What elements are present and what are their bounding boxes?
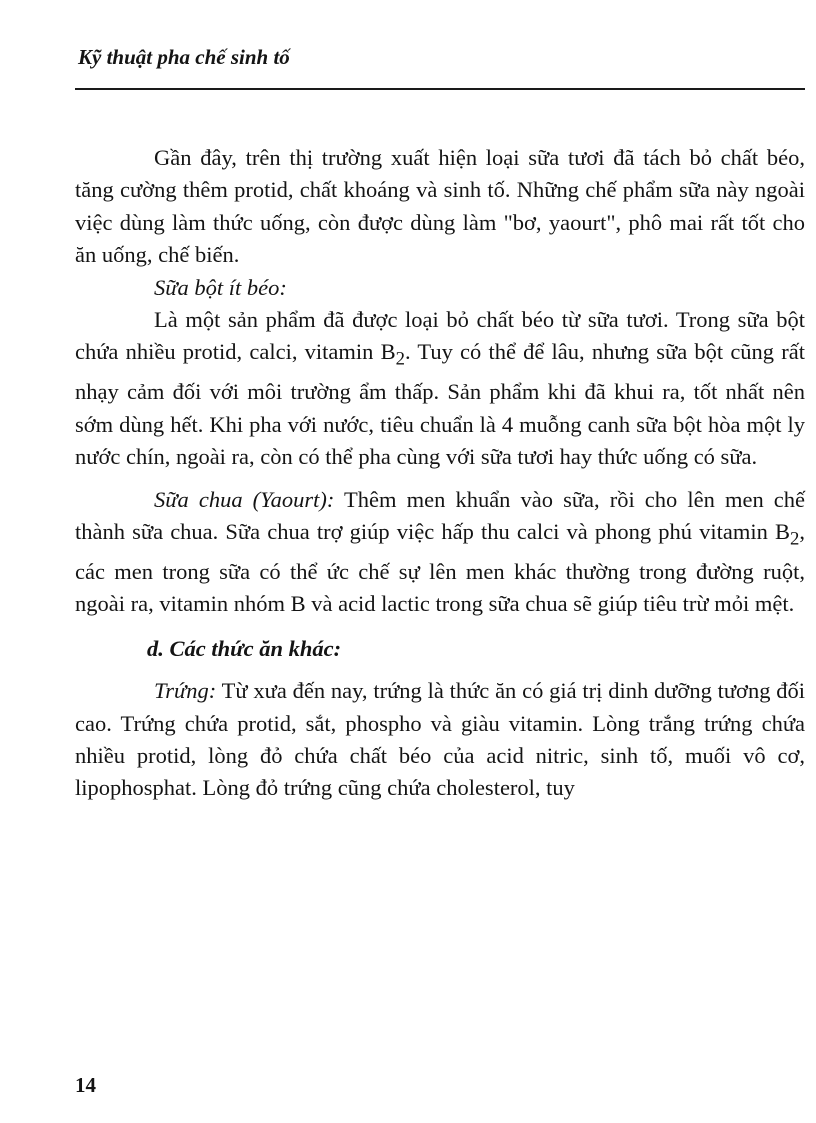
low-fat-powder-text-1: Là một sản phẩm đã được loại bỏ chất béo từ sữa tươi. Trong sữa bột chứa nhiều protid, calci, vitamin B bbox=[75, 307, 805, 365]
running-title: Kỹ thuật pha chế sinh tố bbox=[78, 45, 290, 69]
eggs-paragraph bbox=[75, 675, 805, 805]
intro-text: Gần đây, trên thị trường xuất hiện loại sữa tươi đã tách bỏ chất béo, tăng cường thêm protid, chất khoáng và sinh tố. Những chế phẩm sữa này ngoài việc dùng làm thức uống, còn được dùng làm "bơ, yaourt", phô mai rất tốt cho ăn uống, chế biến. bbox=[75, 145, 805, 268]
yogurt-text-1: Thêm men khuẩn vào sữa, rồi cho lên men chế thành sữa chua. Sữa chua trợ giúp việc hấp thu calci và phong phú vitamin B bbox=[75, 486, 805, 544]
section-d-heading: d. Các thức ăn khác: bbox=[147, 635, 342, 661]
vitamin-b2-subscript: 2 bbox=[395, 348, 405, 370]
page-body bbox=[75, 142, 805, 805]
yogurt-paragraph bbox=[75, 484, 805, 621]
vitamin-b2-subscript: 2 bbox=[790, 528, 800, 550]
yogurt-text-2: , các men trong sữa có thể ức chế sự lên men khác thường trong đường ruột, ngoài ra, vitamin nhóm B và acid lactic trong sữa chua sẽ giúp tiêu trừ mỏi mệt. bbox=[75, 518, 805, 617]
low-fat-powder-heading: Sữa bột ít béo: bbox=[154, 274, 287, 300]
intro-paragraph bbox=[75, 142, 805, 272]
eggs-term: Trứng: bbox=[154, 678, 217, 704]
yogurt-term: Sữa chua (Yaourt): bbox=[154, 486, 335, 512]
running-header bbox=[75, 42, 805, 72]
eggs-text: Từ xưa đến nay, trứng là thức ăn có giá trị dinh dưỡng tương đối cao. Trứng chứa protid, sắt, phospho và giàu vitamin. Lòng trắng trứng chứa nhiều protid, lòng đỏ chứa chất béo của acid nitric, sinh tố, muối vô cơ, lipophosphat. Lòng đỏ trứng cũng chứa cholesterol, tuy bbox=[75, 678, 805, 801]
low-fat-powder-text-2: . Tuy có thể để lâu, nhưng sữa bột cũng rất nhạy cảm đối với môi trường ẩm thấp. Sản phẩm khi đã khui ra, tốt nhất nên sớm dùng hết. Khi pha với nước, tiêu chuẩn là 4 muỗng canh sữa bột hòa một ly nước chín, ngoài ra, còn có thể pha cùng với sữa tươi hay thức uống có sữa. bbox=[75, 339, 805, 470]
header-divider bbox=[75, 88, 805, 90]
page-number: 14 bbox=[75, 1073, 96, 1097]
low-fat-powder-paragraph bbox=[75, 304, 805, 474]
